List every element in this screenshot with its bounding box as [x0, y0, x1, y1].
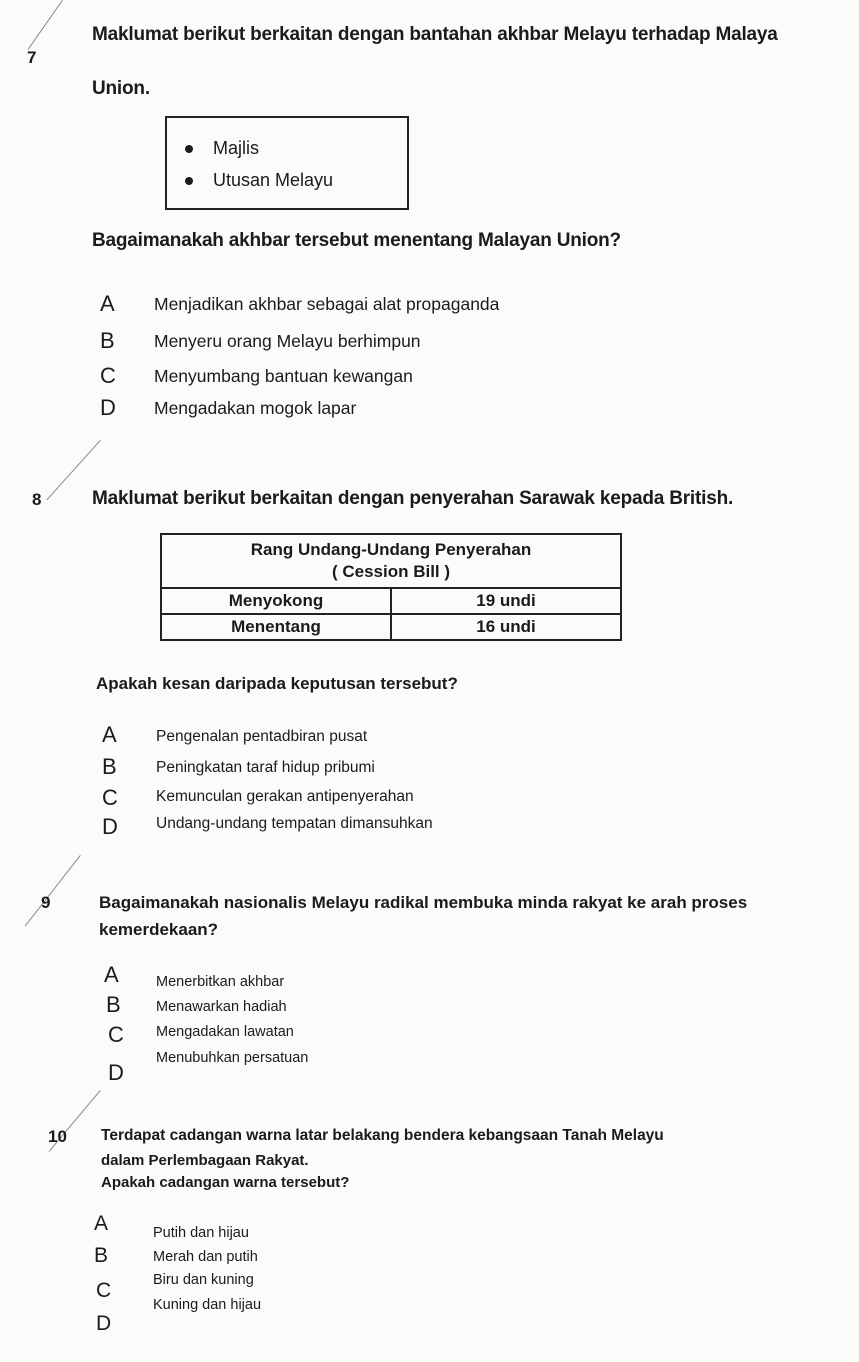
option-c[interactable]: Menyumbang bantuan kewangan — [154, 366, 413, 386]
option-d[interactable]: Mengadakan mogok lapar — [154, 398, 357, 418]
option-letter-a: A — [94, 1212, 109, 1235]
option-letter-d: D — [100, 395, 116, 420]
info-box-item: Utusan Melayu — [213, 170, 333, 191]
option-a[interactable]: Menjadikan akhbar sebagai alat propaganda — [154, 294, 500, 314]
info-box-item: Majlis — [213, 138, 259, 159]
option-c[interactable]: Biru dan kuning — [153, 1272, 254, 1288]
option-letter-b: B — [102, 754, 117, 779]
table-title: Rang Undang-Undang Penyerahan ( Cession Bill ) — [161, 534, 621, 588]
bullet-icon — [185, 145, 193, 153]
table-cell-label: Menyokong — [161, 588, 391, 614]
pencil-mark — [28, 0, 63, 50]
option-letter-d: D — [96, 1312, 112, 1335]
table-row — [161, 614, 621, 640]
pencil-mark — [25, 855, 81, 927]
option-a[interactable]: Putih dan hijau — [153, 1225, 249, 1241]
option-c[interactable]: Kemunculan gerakan antipenyerahan — [156, 788, 414, 805]
table-row — [161, 588, 621, 614]
option-letter-a: A — [100, 291, 115, 316]
question-number: 8 — [32, 490, 42, 509]
question-stem: Maklumat berikut berkaitan dengan bantahan akhbar Melayu terhadap Malaya — [92, 24, 778, 45]
option-b[interactable]: Menawarkan hadiah — [156, 999, 287, 1015]
table-cell-value: 16 undi — [391, 614, 621, 640]
question-prompt: Apakah kesan daripada keputusan tersebut? — [96, 674, 458, 693]
question-prompt: Apakah cadangan warna tersebut? — [101, 1174, 350, 1191]
option-letter-d: D — [102, 814, 118, 839]
option-letter-b: B — [100, 328, 115, 353]
option-letter-c: C — [96, 1279, 112, 1302]
option-d[interactable]: Kuning dan hijau — [153, 1297, 262, 1313]
question-prompt: Bagaimanakah akhbar tersebut menentang Malayan Union? — [92, 230, 621, 251]
option-letter-a: A — [104, 962, 119, 987]
question-stem: Terdapat cadangan warna latar belakang bendera kebangsaan Tanah Melayu — [101, 1127, 664, 1144]
bullet-icon — [185, 177, 193, 185]
option-letter-c: C — [102, 785, 118, 810]
option-a[interactable]: Pengenalan pentadbiran pusat — [156, 728, 368, 745]
question-stem: Maklumat berikut berkaitan dengan penyerahan Sarawak kepada British. — [92, 488, 734, 509]
option-c[interactable]: Mengadakan lawatan — [156, 1024, 294, 1040]
cession-bill-table — [160, 533, 622, 641]
info-box — [165, 116, 409, 210]
option-letter-c: C — [108, 1022, 124, 1047]
question-stem-continued: Union. — [92, 78, 150, 99]
option-b[interactable]: Merah dan putih — [153, 1249, 258, 1265]
option-b[interactable]: Peningkatan taraf hidup pribumi — [156, 759, 375, 776]
question-number: 9 — [41, 893, 51, 912]
question-number: 10 — [48, 1127, 67, 1146]
question-stem: Bagaimanakah nasionalis Melayu radikal membuka minda rakyat ke arah proses — [99, 893, 748, 912]
option-letter-b: B — [94, 1244, 109, 1267]
option-letter-b: B — [106, 992, 121, 1017]
option-d[interactable]: Undang-undang tempatan dimansuhkan — [156, 815, 433, 832]
option-b[interactable]: Menyeru orang Melayu berhimpun — [154, 331, 421, 351]
question-stem-continued: dalam Perlembagaan Rakyat. — [101, 1152, 309, 1169]
option-letter-c: C — [100, 363, 116, 388]
question-stem-continued: kemerdekaan? — [99, 920, 219, 939]
option-a[interactable]: Menerbitkan akhbar — [156, 974, 285, 990]
option-letter-d: D — [108, 1060, 124, 1085]
option-letter-a: A — [102, 722, 117, 747]
option-d[interactable]: Menubuhkan persatuan — [156, 1050, 309, 1066]
table-cell-label: Menentang — [161, 614, 391, 640]
table-cell-value: 19 undi — [391, 588, 621, 614]
question-number: 7 — [27, 48, 37, 67]
